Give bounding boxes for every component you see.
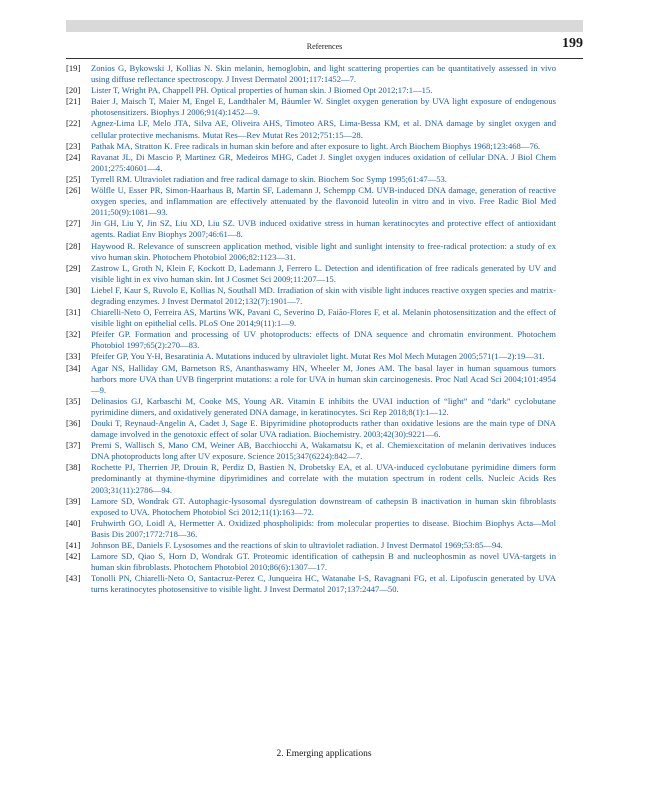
reference-item xyxy=(66,263,556,285)
reference-item xyxy=(66,540,556,551)
reference-item xyxy=(66,573,556,595)
reference-item xyxy=(66,440,556,462)
reference-number: [22] xyxy=(66,118,81,129)
reference-citation-link[interactable]: Zonios G, Bykowski J, Kollias N. Skin melanin, hemoglobin, and light scattering properties can be quantitatively assessed in vivo using diffuse reflectance spectroscopy. J Invest Dermatol 2001;117:1452—7. xyxy=(91,63,556,85)
reference-item xyxy=(66,241,556,263)
reference-citation-link[interactable]: Fruhwirth GO, Loidl A, Hermetter A. Oxidized phospholipids: from molecular properties to disease. Biochim Biophys Acta—Mol Basis Dis 2007;1772:718—36. xyxy=(91,517,556,539)
reference-citation-link[interactable]: Pfeifer GP. Formation and processing of UV photoproducts: effects of DNA sequence and chromatin environment. Photochem Photobiol 1997;65(2):270—83. xyxy=(91,329,556,351)
reference-item xyxy=(66,518,556,540)
reference-citation-link[interactable]: Johnson BE, Daniels F. Lysosomes and the reactions of skin to ultraviolet radiation. J Invest Dermatol 1969;53:85—94. xyxy=(91,540,503,551)
reference-item xyxy=(66,462,556,495)
reference-citation-link[interactable]: Tonolli PN, Chiarelli-Neto O, Santacruz-Perez C, Junqueira HC, Watanabe I-S, Ravagnani FG, et al. Lipofuscin generated by UVA turns keratinocytes photosensitive to visible light. J Invest Dermatol 2017;137:2447—50. xyxy=(91,573,556,595)
reference-citation-link[interactable]: Zastrow L, Groth N, Klein F, Kockott D, Lademann J, Ferrero L. Detection and identification of free radicals generated by UV and visible light in ex vivo human skin. Int J Cosmet Sci 2009;11:207—15. xyxy=(91,262,556,284)
reference-citation-link[interactable]: Delinasios GJ, Karbaschi M, Cooke MS, Young AR. Vitamin E inhibits the UVAI induction of “light” and “dark” cyclobutane pyrimidine dimers, and oxidatively generated DNA damage, in keratinocytes. Sci Rep 2018;8(1):1—12. xyxy=(91,395,556,417)
reference-citation-link[interactable]: Douki T, Reynaud-Angelin A, Cadet J, Sage E. Bipyrimidine photoproducts rather than oxidative lesions are the main type of DNA damage involved in the genotoxic effect of solar UVA radiation. Biochemistry. 2003;42(30):9221—6. xyxy=(91,418,556,440)
reference-item xyxy=(66,363,556,396)
reference-citation-link[interactable]: Rochette PJ, Therrien JP, Drouin R, Perdiz D, Bastien N, Drobetsky EA, et al. UVA-induced cyclobutane pyrimidine dimers form predominantly at thymine-thymine dipyrimidines and correlate with the mutation spectrum in rodent cells. Nucleic Acids Res 2003;31(11):2786—94. xyxy=(91,462,556,495)
page-footer: 2. Emerging applications xyxy=(276,749,372,759)
reference-number: [37] xyxy=(66,440,81,451)
running-head: References xyxy=(306,42,343,51)
reference-number: [40] xyxy=(66,517,81,528)
page-number: 199 xyxy=(562,36,583,51)
reference-citation-link[interactable]: Pathak MA, Stratton K. Free radicals in human skin before and after exposure to light. Arch Biochem Biophys 1968;123:468—76. xyxy=(91,140,541,151)
reference-number: [31] xyxy=(66,307,81,318)
reference-citation-link[interactable]: Chiarelli-Neto O, Ferreira AS, Martins WK, Pavani C, Severino D, Faião-Flores F, et al. Melanin photosensitization and the effect of visible light on epithelial cells. PLoS One 2014;9(11):1—9. xyxy=(91,307,556,329)
reference-number: [21] xyxy=(66,96,81,107)
reference-number: [26] xyxy=(66,185,81,196)
reference-number: [41] xyxy=(66,540,81,551)
reference-citation-link[interactable]: Wölfle U, Esser PR, Simon-Haarhaus B, Martin SF, Lademann J, Schempp CM. UVB-induced DNA damage, generation of reactive oxygen species, and inflammation are effectively attenuated by the flavonoid luteolin in vitro and in vivo. Free Radic Biol Med 2011;50(9):1081—93. xyxy=(91,185,556,218)
reference-number: [23] xyxy=(66,140,81,151)
reference-citation-link[interactable]: Haywood R. Relevance of sunscreen application method, visible light and sunlight intensity to free-radical protection: a study of ex vivo human skin. Photochem Photobiol 2006;82:1123—31. xyxy=(91,240,556,262)
reference-citation-link[interactable]: Agnez-Lima LF, Melo JTA, Silva AE, Oliveira AHS, Timoteo ARS, Lima-Bessa KM, et al. DNA damage by singlet oxygen and cellular protective mechanisms. Mutat Res—Rev Mutat Res 2012;751:15—28. xyxy=(91,118,556,140)
reference-number: [34] xyxy=(66,362,81,373)
header-rule xyxy=(66,58,583,59)
reference-item xyxy=(66,174,556,185)
reference-item xyxy=(66,351,556,362)
reference-number: [29] xyxy=(66,262,81,273)
reference-number: [25] xyxy=(66,173,81,184)
reference-number: [24] xyxy=(66,151,81,162)
reference-number: [27] xyxy=(66,218,81,229)
reference-number: [19] xyxy=(66,63,81,73)
reference-item xyxy=(66,285,556,307)
reference-item xyxy=(66,496,556,518)
reference-citation-link[interactable]: Jin GH, Liu Y, Jin SZ, Liu XD, Liu SZ. UVB induced oxidative stress in human keratinocytes and protective effect of antioxidant agents. Radiat Env Biophys 2007;46:61—8. xyxy=(91,218,556,240)
reference-item xyxy=(66,85,556,96)
reference-number: [39] xyxy=(66,495,81,506)
reference-citation-link[interactable]: Ravanat JL, Di Mascio P, Martinez GR, Medeiros MHG, Cadet J. Singlet oxygen induces oxidation of cellular DNA. J Biol Chem 2001;275:40601—4. xyxy=(91,151,556,173)
reference-citation-link[interactable]: Baier J, Maisch T, Maier M, Engel E, Landthaler M, Bäumler W. Singlet oxygen generation by UVA light exposure of endogenous photosensitizers. Biophys J 2006;91(4):1452—9. xyxy=(91,96,556,118)
header-bar xyxy=(66,20,583,32)
reference-item xyxy=(66,218,556,240)
reference-citation-link[interactable]: Lamore SD, Qiao S, Horn D, Wondrak GT. Proteomic identification of cathepsin B and nucleophosmin as novel UVA-targets in human skin fibroblasts. Photochem Photobiol 2010;86(6):1307—17. xyxy=(91,551,556,573)
reference-citation-link[interactable]: Pfeifer GP, You Y-H, Besaratinia A. Mutations induced by ultraviolet light. Mutat Res Mol Mech Mutagen 2005;571(1—2):19—31. xyxy=(91,351,545,362)
reference-item xyxy=(66,329,556,351)
reference-item xyxy=(66,96,556,118)
reference-number: [30] xyxy=(66,284,81,295)
reference-list xyxy=(66,63,556,596)
reference-number: [36] xyxy=(66,418,81,428)
reference-number: [32] xyxy=(66,329,81,340)
reference-item xyxy=(66,396,556,418)
reference-item xyxy=(66,307,556,329)
reference-item xyxy=(66,551,556,573)
reference-item xyxy=(66,185,556,218)
reference-number: [43] xyxy=(66,573,81,584)
reference-item xyxy=(66,141,556,152)
reference-number: [35] xyxy=(66,395,81,406)
reference-citation-link[interactable]: Tyrrell RM. Ultraviolet radiation and free radical damage to skin. Biochem Soc Symp 1995;61:47—53. xyxy=(91,173,447,184)
reference-number: [42] xyxy=(66,551,81,562)
reference-item xyxy=(66,152,556,174)
reference-number: [20] xyxy=(66,85,81,96)
reference-citation-link[interactable]: Agar NS, Halliday GM, Barnetson RS, Ananthaswamy HN, Wheeler M, Jones AM. The basal layer in human squamous tumors harbors more UVA than UVB fingerprint mutations: a role for UVA in human skin carcinogenesis. Proc Natl Acad Sci 2004;101:4954—9. xyxy=(91,362,556,395)
reference-citation-link[interactable]: Liebel F, Kaur S, Ruvolo E, Kollias N, Southall MD. Irradiation of skin with visible light induces reactive oxygen species and matrix-degrading enzymes. J Invest Dermatol 2012;132(7):1901—7. xyxy=(91,284,556,306)
reference-number: [38] xyxy=(66,462,81,473)
reference-citation-link[interactable]: Premi S, Wallisch S, Mano CM, Weiner AB, Bacchiocchi A, Wakamatsu K, et al. Chemiexcitation of melanin derivatives induces DNA photoproducts long after UV exposure. Science 2015;347(6224):842—7. xyxy=(91,440,556,462)
page-header xyxy=(66,36,583,58)
reference-item xyxy=(66,63,556,85)
reference-number: [28] xyxy=(66,240,81,251)
reference-citation-link[interactable]: Lamore SD, Wondrak GT. Autophagic-lysosomal dysregulation downstream of cathepsin B inactivation in human skin fibroblasts exposed to UVA. Photochem Photobiol Sci 2012;11(1):163—72. xyxy=(91,495,556,517)
reference-item xyxy=(66,118,556,140)
reference-citation-link[interactable]: Lister T, Wright PA, Chappell PH. Optical properties of human skin. J Biomed Opt 2012;17:1—15. xyxy=(91,85,433,96)
reference-number: [33] xyxy=(66,351,81,362)
reference-item xyxy=(66,418,556,440)
